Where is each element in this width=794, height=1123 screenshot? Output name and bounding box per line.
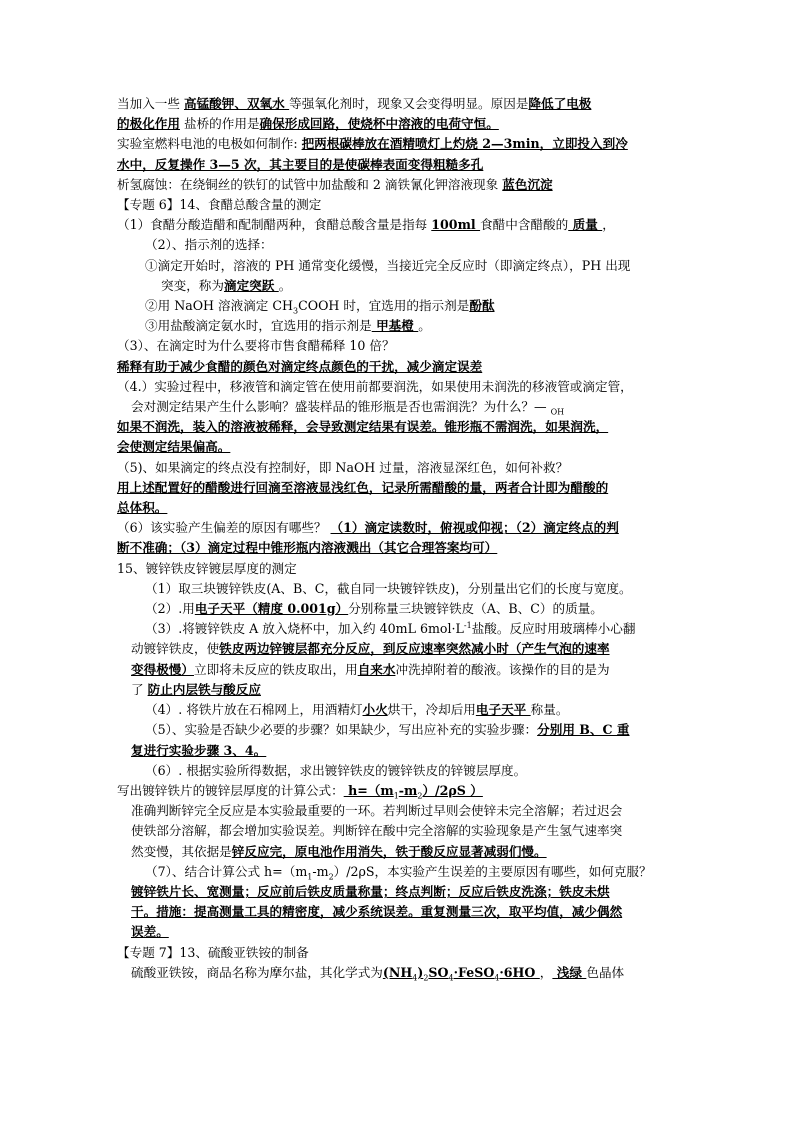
text-run: 冲洗掉附着的酸液。该操作的目的是为 — [395, 661, 610, 677]
text-line — [117, 619, 679, 639]
text-line — [117, 680, 679, 700]
text-run: 4 — [448, 973, 454, 983]
text-line — [117, 377, 679, 397]
text-run: （5）、实验是否缺少必要的步骤？如果缺少，写出应补充的实验步骤： — [145, 722, 538, 738]
text-line — [117, 599, 679, 619]
text-run: 镀锌铁片长、宽测量；反应前后铁皮质量称量；终点判断；反应后铁皮洗涤；铁皮未烘 — [131, 883, 610, 899]
text-line — [117, 720, 679, 740]
text-line — [117, 215, 679, 235]
text-run: （2）.用 — [145, 601, 195, 617]
text-run: 2 — [328, 872, 334, 882]
text-line — [117, 842, 679, 862]
text-run: ·FeSO — [453, 964, 495, 980]
text-line — [117, 155, 679, 175]
text-run: 蓝色沉淀 — [502, 176, 553, 192]
text-run: ③用盐酸滴定氨水时，宜选用的指示剂是 — [145, 318, 372, 334]
text-run: （7）、结合计算公式 h=（m — [145, 863, 308, 879]
text-line — [117, 781, 679, 801]
text-run: 变得极慢） — [131, 661, 194, 677]
text-run: 2 — [423, 973, 429, 983]
text-line — [117, 94, 679, 114]
text-run: （1）滴定读数时，俯视或仰视；（2）滴定终点的判 — [330, 520, 619, 536]
text-run: 等强氧化剂时，现象又会变得明显。原因是 — [289, 96, 529, 111]
text-line — [117, 437, 679, 457]
text-run: 小火 — [362, 702, 388, 718]
text-line — [117, 134, 679, 154]
text-run: ) — [417, 964, 424, 980]
text-line — [117, 761, 679, 781]
text-line — [117, 882, 679, 902]
text-line — [117, 498, 679, 518]
text-run: 误差。 — [131, 924, 169, 940]
text-line — [117, 741, 679, 761]
text-run: （6）该实验产生偏差的原因有哪些？ — [117, 520, 331, 536]
text-run: 分别称量三块镀锌铁皮（A、B、C）的质量。 — [348, 601, 603, 617]
text-run: 自来水 — [357, 661, 396, 677]
text-run: ， — [539, 964, 553, 980]
text-line — [117, 821, 679, 841]
text-run: 稀释有助于减少食醋的颜色对滴定终点颜色的干扰，减少滴定误差 — [117, 358, 483, 374]
text-run: 锌反应完，原电池作用消失，铁于酸反应显著减弱们慢。 — [231, 843, 547, 859]
text-run: 铁皮两边锌镀层都充分反应，到反应速率突然减小时（产生气泡的速率 — [219, 641, 610, 657]
text-run: 动镀锌铁皮，使 — [131, 641, 220, 657]
text-line — [117, 639, 679, 659]
text-line — [117, 963, 679, 983]
text-line — [117, 902, 679, 922]
text-run: （4）. 将铁片放在石棉网上，用酒精灯 — [145, 702, 363, 718]
text-line — [117, 175, 679, 195]
text-line — [117, 114, 679, 134]
text-run: 写出镀锌铁片的镀锌层厚度的计算公式： — [117, 782, 344, 798]
text-run: 甲基橙 — [371, 318, 419, 334]
text-line — [117, 296, 679, 316]
text-run: 电子天平（精度 0.001g） — [194, 601, 349, 617]
text-run: 滴定突跃 — [223, 277, 279, 293]
text-line — [117, 235, 679, 255]
text-run: 突变，称为 — [161, 277, 224, 293]
text-run: 了 — [131, 681, 148, 697]
text-line — [117, 458, 679, 478]
text-run: 15、镀锌铁皮锌镀层厚度的测定 — [117, 560, 297, 576]
section-heading — [117, 195, 679, 215]
text-run: 1 — [393, 791, 399, 801]
text-run: （1）食醋分酸造醋和配制醋两种，食醋总酸含量是指每 — [117, 217, 432, 233]
text-run: 3 — [293, 306, 299, 316]
text-line — [117, 397, 679, 417]
text-run: （3）.将镀锌铁皮 A 放入烧杯中，加入约 40mL 6mol·L — [145, 621, 464, 637]
section-heading — [117, 943, 679, 963]
text-run: SO — [428, 964, 449, 980]
text-run: 复进行实验步骤 3、4。 — [131, 742, 267, 758]
text-run: 。 — [278, 277, 292, 293]
text-run: 降低了电极 — [528, 96, 592, 111]
text-run: 质量 — [568, 217, 603, 233]
text-run: 2 — [417, 791, 423, 801]
text-run: 电子天平 — [475, 702, 531, 718]
text-run: 使铁部分溶解，都会增加实验误差。判断锌在酸中完全溶解的实验现象是产生氢气速率突 — [131, 823, 623, 839]
text-run: 高锰酸钾、双氧水 — [183, 96, 290, 111]
text-run: （2）、指示剂的选择： — [145, 237, 273, 253]
text-line — [117, 700, 679, 720]
text-run: COOH 时，宜选用的指示剂是 — [298, 298, 470, 314]
text-line — [117, 276, 679, 296]
text-run: 准确判断锌完全反应是本实验最重要的一环。若判断过早则会使锌未完全溶解；若过迟会 — [131, 803, 623, 819]
text-run: 【专题 7】13、硫酸亚铁铵的制备 — [117, 944, 309, 960]
text-run: 析氢腐蚀：在绕铜丝的铁钉的试管中加盐酸和 2 滴铁氰化钾溶液现象 — [117, 176, 503, 192]
text-run: 盐桥的作用是 — [179, 116, 260, 132]
text-run: 色晶体 — [586, 964, 625, 980]
text-run: ）/2ρS，本实验产生误差的主要原因有哪些，如何克服？ — [333, 863, 652, 879]
text-run: 硫酸亚铁铵，商品名称为摩尔盐，其化学式为 — [131, 964, 383, 980]
text-line — [117, 518, 679, 538]
text-run: 断不准确；（3）滴定过程中锥形瓶内溶液溅出（其它合理答案均可） — [117, 540, 498, 556]
text-run: （3）、在滴定时为什么要将市售食醋稀释 10 倍？ — [117, 338, 395, 354]
text-run: 盐酸。反应时用玻璃棒小心翻 — [471, 621, 636, 637]
text-run: 烘干，冷却后用 — [387, 702, 476, 718]
text-run: （5)、如果滴定的终点没有控制好，即 NaOH 过量，溶液显深红色，如何补救？ — [117, 459, 569, 475]
text-run: 酚酞 — [469, 298, 495, 314]
text-run: 1 — [307, 872, 313, 882]
text-run: 用上述配置好的醋酸进行回滴至溶液显浅红色，记录所需醋酸的量，两者合计即为醋酸的 — [117, 479, 609, 495]
text-run: 把两根碳棒放在酒精喷灯上灼烧 2—3min，立即投入到冷 — [301, 136, 628, 152]
text-run: 当加入一些 — [117, 96, 184, 111]
text-run: (NH — [382, 964, 413, 980]
text-run: ， — [602, 217, 615, 233]
text-run: 会使测定结果偏高。 — [117, 439, 231, 455]
text-run: （6）. 根据实验所得数据，求出镀锌铁皮的镀锌铁皮的锌镀层厚度。 — [145, 762, 527, 778]
text-run: OH — [550, 407, 565, 417]
text-line — [117, 922, 679, 942]
text-run: 防止内层铁与酸反应 — [147, 681, 261, 697]
text-run: 立即将未反应的铁皮取出，用 — [193, 661, 358, 677]
text-run: ①滴定开始时，溶液的 PH 通常变化缓慢，当接近完全反应时（即滴定终点），PH 出现 — [145, 257, 631, 273]
text-run: -1 — [463, 621, 472, 631]
text-line — [117, 357, 679, 377]
text-run: 100ml — [431, 217, 481, 233]
text-run: 【专题 6】14、食醋总酸含量的测定 — [117, 197, 322, 213]
document-page — [117, 94, 679, 983]
text-line — [117, 538, 679, 558]
text-line — [117, 862, 679, 882]
text-run: 分别用 B、C 重 — [537, 722, 630, 738]
text-run: 浅绿 — [552, 964, 587, 980]
text-run: h=（m — [343, 782, 394, 798]
text-run: 食醋中含醋酸的 — [480, 217, 569, 233]
text-line — [117, 660, 679, 680]
text-run: 确保形成回路，使烧杯中溶液的电荷守恒。 — [259, 116, 499, 132]
text-run: -m — [312, 863, 329, 879]
text-line — [117, 801, 679, 821]
text-run: （4.）实验过程中，移液管和滴定管在使用前都要润洗，如果使用未润洗的移液管或滴定管， — [117, 378, 633, 394]
text-run: 的极化作用 — [117, 116, 180, 132]
text-run: -m — [398, 782, 418, 798]
text-run: 如果不润洗，装入的溶液被稀释，会导致测定结果有误差。锥形瓶不需润洗，如果润洗， — [117, 419, 609, 435]
text-run: ·6HO — [499, 964, 540, 980]
text-run: ②用 NaOH 溶液滴定 CH — [145, 298, 294, 314]
text-line — [117, 256, 679, 276]
text-line — [117, 417, 679, 437]
text-run: 。 — [418, 318, 431, 334]
text-line — [117, 579, 679, 599]
text-line — [117, 336, 679, 356]
text-run: 水中，反复操作 3—5 次，其主要目的是使碳棒表面变得粗糙多孔 — [117, 156, 484, 172]
text-run: 干。措施：提高测量工具的精密度，减少系统误差。重复测量三次，取平均值，减少偶然 — [131, 904, 623, 920]
text-run: 总体积。 — [117, 500, 168, 516]
text-run: 然变慢，其依据是 — [131, 843, 232, 859]
text-run: （1）取三块镀锌铁皮(A、B、C，截自同一块镀锌铁皮)，分别量出它们的长度与宽度。 — [145, 580, 632, 596]
text-run: ）/2ρS ） — [422, 782, 483, 798]
text-run: 4 — [494, 973, 500, 983]
text-run: 4 — [412, 973, 418, 983]
text-run: 称量。 — [530, 702, 569, 718]
text-run: 实验室燃料电池的电极如何制作: — [117, 136, 302, 152]
text-run: 会对测定结果产生什么影响？盛装样品的锥形瓶是否也需润洗？为什么？— — [131, 399, 551, 415]
section-heading — [117, 559, 679, 579]
text-line — [117, 478, 679, 498]
text-line — [117, 316, 679, 336]
